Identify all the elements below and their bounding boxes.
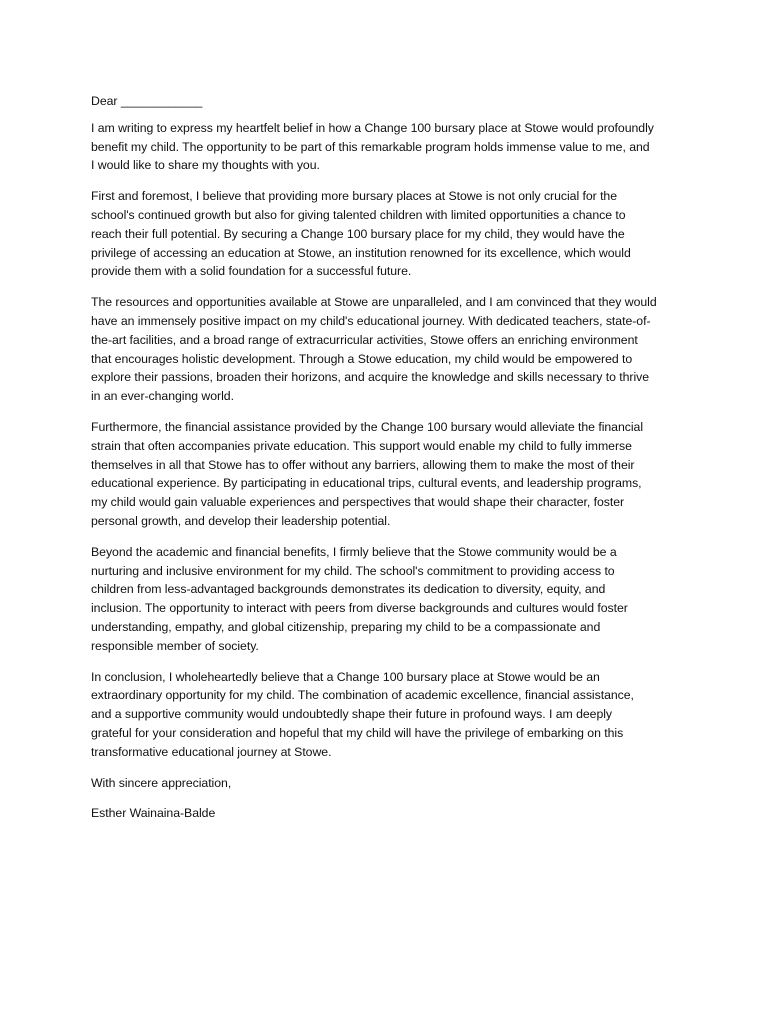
paragraph-line: reach their full potential. By securing a Change 100 bursary place for my child, they would have the [91, 226, 625, 241]
paragraph-6 [91, 668, 691, 762]
paragraph-line: my child would gain valuable experiences and perspectives that would shape their character, foster [91, 495, 625, 510]
paragraph-line: understanding, empathy, and global citizenship, preparing my child to be a compassionate and [91, 619, 601, 634]
paragraph-line: children from less-advantaged backgrounds demonstrates its dedication to diversity, equity, and [91, 582, 606, 597]
paragraph-3 [91, 293, 691, 406]
letter-page [91, 92, 691, 835]
paragraph-line: and a supportive community would undoubtedly shape their future in profound ways. I am deeply [91, 707, 613, 722]
paragraph-line: the-art facilities, and a broad range of extracurricular activities, Stowe offers an enriching environment [91, 332, 638, 347]
paragraph-line: strain that often accompanies private education. This support would enable my child to fully immerse [91, 438, 632, 453]
paragraph-line: nurturing and inclusive environment for my child. The school's commitment to providing access to [91, 563, 615, 578]
paragraph-line: that encourages holistic development. Through a Stowe education, my child would be empowered to [91, 351, 633, 366]
paragraph-line: explore their passions, broaden their horizons, and acquire the knowledge and skills necessary to thrive [91, 370, 650, 385]
closing [91, 774, 691, 793]
closing-line: With sincere appreciation, [91, 775, 232, 790]
paragraph-line: privilege of accessing an education at Stowe, an institution renowned for its excellence, which would [91, 245, 631, 260]
paragraph-2 [91, 187, 691, 281]
paragraph-line: personal growth, and develop their leadership potential. [91, 513, 391, 528]
signature-line: Esther Wainaina-Balde [91, 806, 216, 821]
paragraph-line: benefit my child. The opportunity to be part of this remarkable program holds immense value to me, and [91, 139, 650, 154]
paragraph-line: in an ever-changing world. [91, 389, 234, 404]
paragraph-line: responsible member of society. [91, 638, 259, 653]
paragraph-1 [91, 119, 691, 175]
paragraph-line: themselves in all that Stowe has to offer without any barriers, allowing them to make the most of their [91, 457, 635, 472]
paragraph-line: inclusion. The opportunity to interact with peers from diverse backgrounds and cultures would foster [91, 601, 628, 616]
salutation-line: Dear ____________ [91, 94, 203, 108]
paragraph-line: I am writing to express my heartfelt belief in how a Change 100 bursary place at Stowe would profoundly [91, 120, 654, 135]
paragraph-line: extraordinary opportunity for my child. The combination of academic excellence, financial assistance, [91, 688, 634, 703]
paragraph-5 [91, 543, 691, 656]
paragraph-line: In conclusion, I wholeheartedly believe that a Change 100 bursary place at Stowe would be an [91, 669, 600, 684]
paragraph-line: First and foremost, I believe that providing more bursary places at Stowe is not only crucial for the [91, 189, 618, 204]
paragraph-line: I would like to share my thoughts with you. [91, 158, 320, 173]
paragraph-line: transformative educational journey at Stowe. [91, 744, 332, 759]
paragraph-line: Furthermore, the financial assistance provided by the Change 100 bursary would alleviate the financial [91, 419, 643, 434]
paragraph-line: school's continued growth but also for giving talented children with limited opportunities a chance to [91, 207, 626, 222]
paragraph-line: Beyond the academic and financial benefits, I firmly believe that the Stowe community would be a [91, 544, 617, 559]
salutation [91, 92, 691, 111]
paragraph-line: have an immensely positive impact on my child's educational journey. With dedicated teachers, state-of- [91, 313, 651, 328]
paragraph-line: grateful for your consideration and hopeful that my child will have the privilege of embarking on this [91, 725, 624, 740]
paragraph-line: provide them with a solid foundation for a successful future. [91, 264, 412, 279]
paragraph-4 [91, 418, 691, 531]
paragraph-line: The resources and opportunities available at Stowe are unparalleled, and I am convinced that they would [91, 295, 657, 310]
signature [91, 804, 691, 823]
paragraph-line: educational experience. By participating in educational trips, cultural events, and leadership programs, [91, 476, 642, 491]
